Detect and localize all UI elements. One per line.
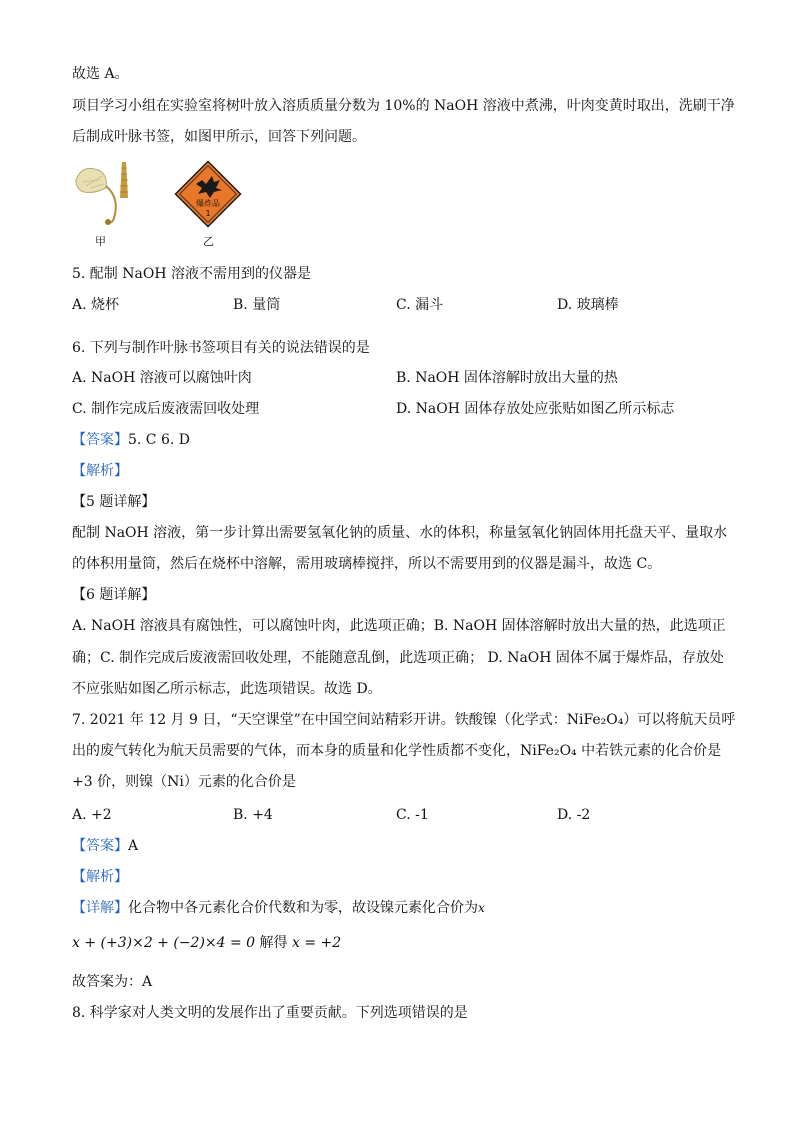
intro-line-1: 项目学习小组在实验室将树叶放入溶质质量分数为 10%的 NaOH 溶液中煮沸，叶肉变黄时取出，洗刷干净 [72, 98, 735, 114]
final-answer: 故答案为：A [72, 974, 153, 990]
detail-6-line-3: 不应张贴如图乙所示标志，此选项错误。故选 D。 [72, 681, 382, 697]
q7-line-2: 出的废气转化为航天员需要的气体，而本身的质量和化学性质都不变化，NiFe₂O₄ 中若铁元素的化合价是 [72, 743, 722, 759]
q5-option-a: A. 烧杯 [72, 297, 120, 313]
detail-7-text: 化合物中各元素化合价代数和为零，故设镍元素化合价为 [128, 900, 478, 916]
answer-7-tag: 【答案】 [72, 838, 128, 854]
analysis-7-tag: 【解析】 [72, 869, 128, 885]
explosive-hazard-sign [172, 158, 244, 230]
q5-stem: 5. 配制 NaOH 溶液不需用到的仪器是 [72, 266, 311, 282]
answer-tag: 【答案】 [72, 432, 128, 448]
figure-caption-a: 甲 [95, 235, 106, 248]
q6-option-a: A. NaOH 溶液可以腐蚀叶肉 [72, 370, 252, 386]
intro-line-2: 后制成叶脉书签，如图甲所示，回答下列问题。 [72, 129, 366, 145]
equation-line [72, 933, 341, 953]
detail-5-line-2: 的体积用量筒，然后在烧杯中溶解，需用玻璃棒搅拌，所以不需要用到的仪器是漏斗，故选 C。 [72, 556, 662, 572]
equation: x + (+3)×2 + (−2)×4 = 0 [72, 935, 256, 951]
figure-caption-b: 乙 [203, 235, 214, 248]
variable-x: x [478, 901, 485, 915]
answer-7 [72, 836, 138, 856]
q8-stem: 8. 科学家对人类文明的发展作出了重要贡献。下列选项错误的是 [72, 1005, 468, 1021]
equation-mid: 解得 [255, 935, 292, 951]
detail-6-line-2: 确；C. 制作完成后废液需回收处理，不能随意乱倒，此选项正确； D. NaOH 固体不属于爆炸品，存放处 [72, 650, 724, 666]
detail-6-title: 【6 题详解】 [72, 587, 156, 603]
detail-5-title: 【5 题详解】 [72, 494, 156, 510]
q6-option-b: B. NaOH 固体溶解时放出大量的热 [396, 370, 618, 386]
sign-text: 爆炸品 [196, 199, 220, 208]
q6-option-d: D. NaOH 固体存放处应张贴如图乙所示标志 [396, 401, 675, 417]
q7-option-d: D. -2 [557, 807, 591, 823]
detail-7-tag: 【详解】 [72, 900, 128, 916]
detail-6-line-1: A. NaOH 溶液具有腐蚀性，可以腐蚀叶肉，此选项正确；B. NaOH 固体溶解时放出大量的热，此选项正 [72, 618, 726, 634]
detail-5-line-1: 配制 NaOH 溶液，第一步计算出需要氢氧化钠的质量、水的体积，称量氢氧化钠固体用托盘天平、量取水 [72, 525, 728, 541]
answer-7-text: A [128, 838, 139, 854]
detail-7 [72, 898, 485, 918]
q5-option-b: B. 量筒 [233, 297, 281, 313]
q7-option-a: A. +2 [72, 807, 112, 823]
analysis-tag: 【解析】 [72, 463, 128, 479]
q7-line-3: +3 价，则镍（Ni）元素的化合价是 [72, 774, 296, 790]
answer-text: 5. C 6. D [128, 432, 191, 448]
q6-stem: 6. 下列与制作叶脉书签项目有关的说法错误的是 [72, 340, 370, 356]
intro-line-0: 故选 A。 [72, 66, 129, 82]
answer-5-6 [72, 430, 190, 450]
sign-number: 1 [205, 209, 211, 218]
q6-option-c: C. 制作完成后废液需回收处理 [72, 401, 260, 417]
q5-option-d: D. 玻璃棒 [557, 297, 619, 313]
q7-option-c: C. -1 [396, 807, 429, 823]
q5-option-c: C. 漏斗 [396, 297, 444, 313]
leaf-bookmark-figure [72, 158, 134, 230]
q7-option-b: B. +4 [233, 807, 273, 823]
equation-result: x = +2 [292, 935, 342, 951]
q7-line-1: 7. 2021 年 12 月 9 日，“天空课堂”在中国空间站精彩开讲。铁酸镍（化学式：NiFe₂O₄）可以将航天员呼 [72, 712, 736, 728]
